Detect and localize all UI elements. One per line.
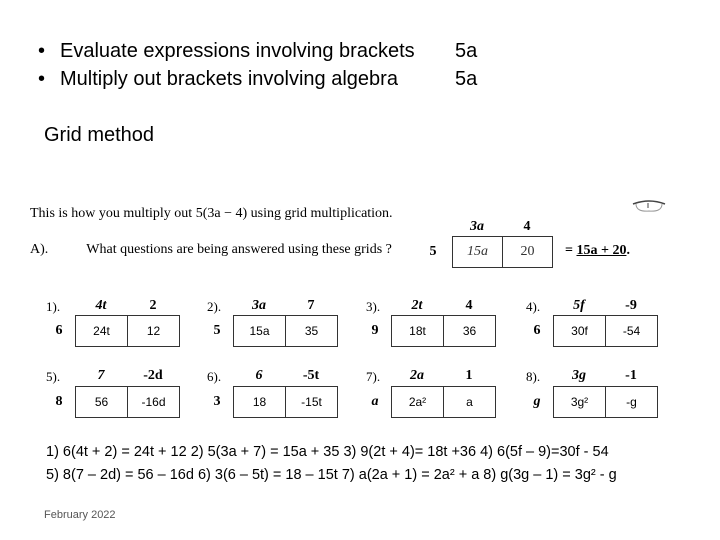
grid-row-header: 6 (533, 323, 541, 338)
objective-text: Evaluate expressions involving brackets (60, 40, 415, 62)
grid-cell: 24t (75, 315, 128, 347)
grid-cell: 35 (285, 315, 338, 347)
grid-row-header: 3 (213, 394, 221, 409)
grid-col-header: 3g (572, 368, 586, 383)
grid-cell: 56 (75, 386, 128, 418)
example-result-value: 15a + 20 (576, 243, 627, 258)
objective-level: 5a (455, 40, 478, 62)
grid-cell: -16d (127, 386, 180, 418)
grid-cell: 3g² (553, 386, 606, 418)
grid-cell: -g (605, 386, 658, 418)
grid-col-header: 4 (465, 298, 473, 313)
answer-line-2: 5) 8(7 – 2d) = 56 – 16d 6) 3(6 – 5t) = 18 – 15t 7) a(2a + 1) = 2a² + a 8) g(3g – 1) = 3g² - g (46, 467, 617, 483)
grid-label: 7). (366, 369, 381, 384)
example-cell: 20 (502, 236, 553, 268)
bullet-icon: • (38, 68, 46, 90)
grid-col-header: -1 (625, 368, 637, 383)
grid-row-header: 8 (55, 394, 63, 409)
grid-col-header: -5t (302, 368, 320, 383)
grid-col-header: 2a (410, 368, 424, 383)
footer-date: February 2022 (44, 509, 116, 521)
grid-row-header: g (533, 394, 541, 409)
grid-cell: -54 (605, 315, 658, 347)
grid-col-header: 3a (252, 298, 266, 313)
grid-col-header: 1 (465, 368, 473, 383)
objective-level: 5a (455, 68, 478, 90)
grid-cell: 36 (443, 315, 496, 347)
intro-expression: 5(3a − 4) using grid multiplication. (195, 206, 393, 221)
grid-col-header: 4t (95, 298, 107, 313)
scribble-mark (632, 199, 666, 213)
objective-1 (38, 40, 477, 63)
grid-row-header: 5 (213, 323, 221, 338)
grid-label: 8). (526, 369, 541, 384)
question-text: What questions are being answered using these grids ? (86, 242, 392, 257)
grid-col-header: 2 (149, 298, 157, 313)
grid-cell: 30f (553, 315, 606, 347)
grid-col-header: 5f (573, 298, 585, 313)
section-heading: Grid method (44, 124, 155, 146)
example-period: . (626, 243, 630, 258)
grid-cell: 12 (127, 315, 180, 347)
example-row-header: 5 (429, 244, 437, 259)
grid-col-header: 7 (307, 298, 315, 313)
grid-col-header: 7 (97, 368, 105, 383)
example-result (565, 243, 630, 259)
grid-cell: 15a (233, 315, 286, 347)
grid-col-header: 6 (255, 368, 263, 383)
grid-label: 4). (526, 299, 541, 314)
grid-col-header: 2t (411, 298, 423, 313)
example-cell: 15a (452, 236, 503, 268)
bullet-icon: • (38, 40, 46, 62)
grid-cell: a (443, 386, 496, 418)
grid-row-header: a (371, 394, 379, 409)
intro-text (30, 206, 393, 222)
example-equals: = (565, 243, 573, 258)
question-line (30, 242, 392, 258)
answer-line-1: 1) 6(4t + 2) = 24t + 12 2) 5(3a + 7) = 15a + 35 3) 9(2t + 4)= 18t +36 4) 6(5f – 9)=30f - 54 (46, 444, 609, 460)
grid-col-header: -2d (143, 368, 163, 383)
grid-row-header: 9 (371, 323, 379, 338)
grid-label: 6). (207, 369, 222, 384)
grid-cell: 18t (391, 315, 444, 347)
objective-text: Multiply out brackets involving algebra (60, 68, 398, 90)
grid-label: 2). (207, 299, 222, 314)
grid-col-header: -9 (625, 298, 637, 313)
grid-cell: 18 (233, 386, 286, 418)
grid-cell: 2a² (391, 386, 444, 418)
example-col-header: 3a (470, 219, 484, 234)
objective-2 (38, 68, 477, 91)
grid-cell: -15t (285, 386, 338, 418)
intro-lead: This is how you multiply out (30, 206, 193, 221)
grid-row-header: 6 (55, 323, 63, 338)
example-col-header: 4 (523, 219, 531, 234)
grid-label: 5). (46, 369, 61, 384)
grid-label: 1). (46, 299, 61, 314)
question-label: A). (30, 242, 49, 257)
grid-label: 3). (366, 299, 381, 314)
